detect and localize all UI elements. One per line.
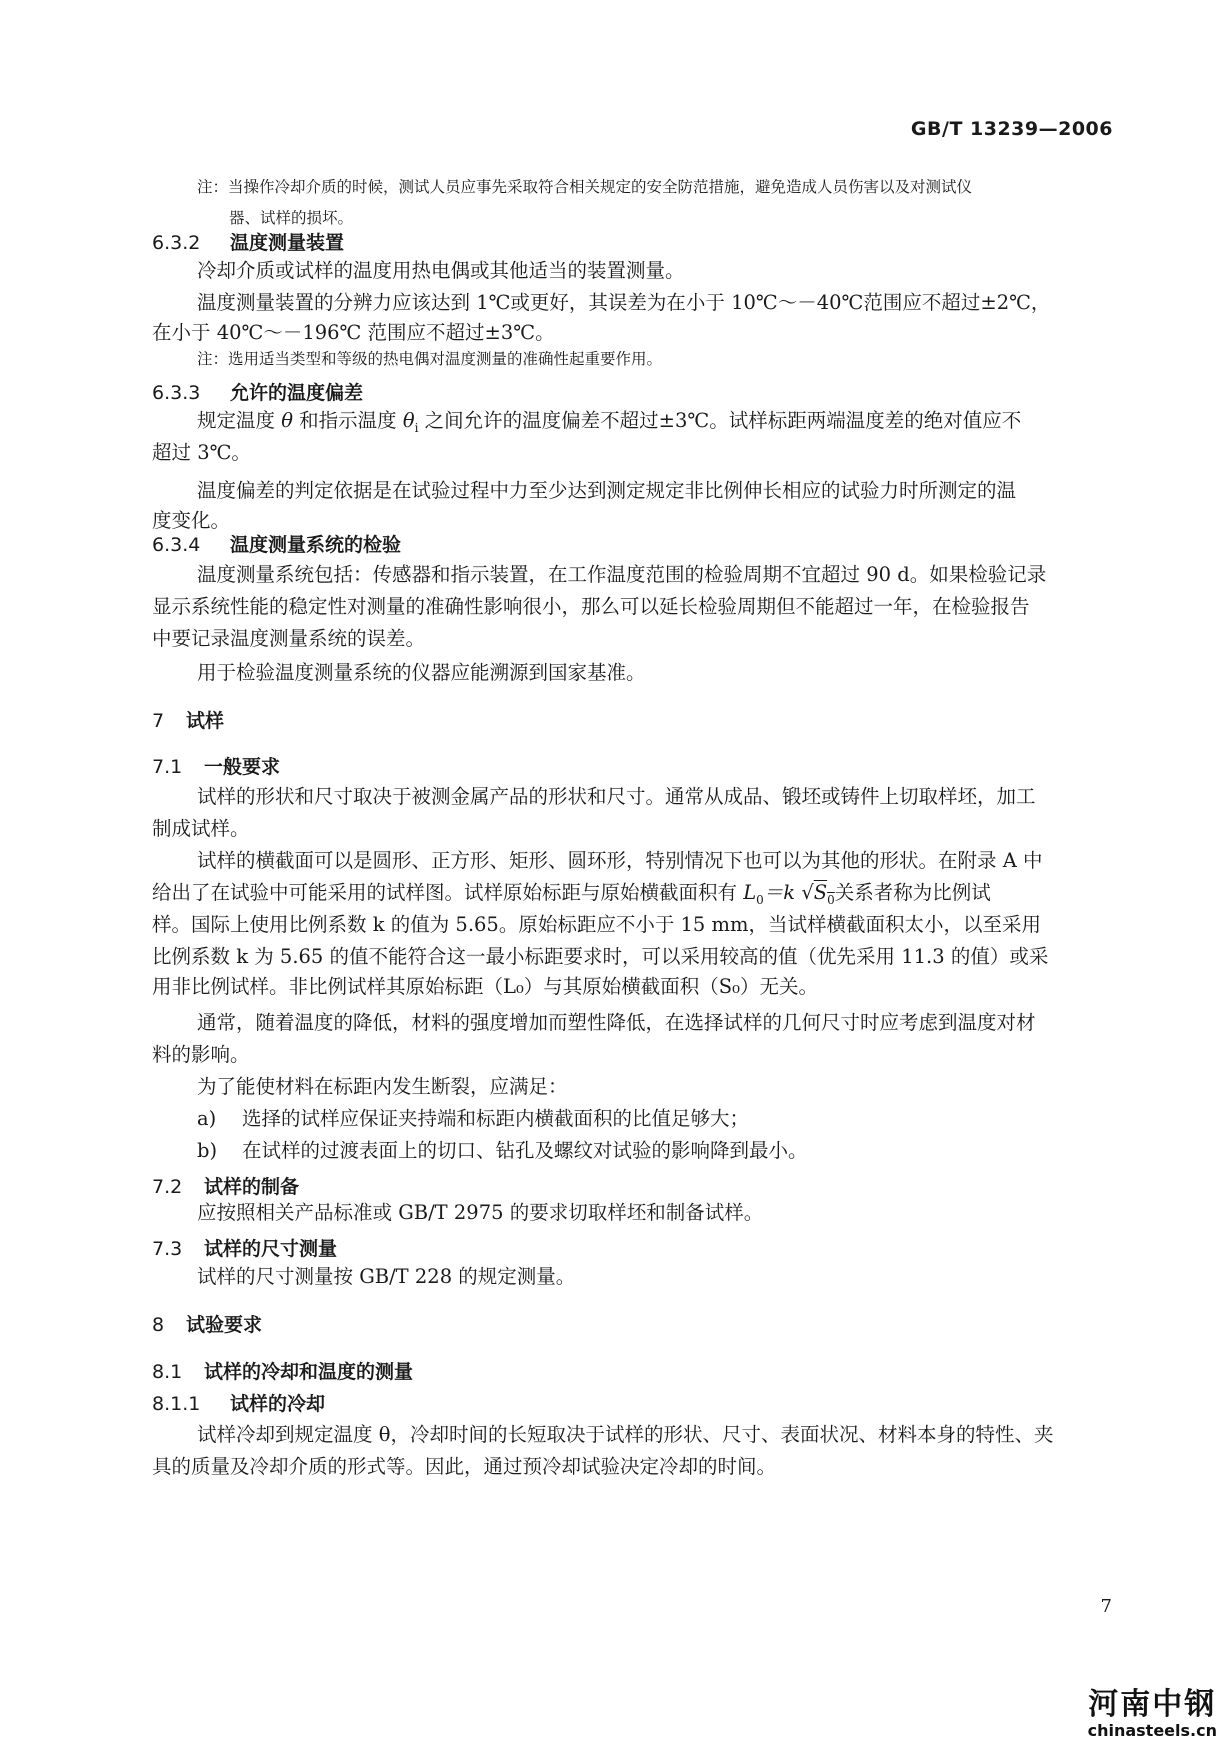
section-number: 8.1 <box>152 1361 183 1383</box>
section-title: 试样 <box>186 710 225 732</box>
section-number: 6.3.2 <box>152 232 201 254</box>
section-number: 6.3.3 <box>152 382 201 404</box>
paragraph: 应按照相关产品标准或 GB/T 2975 的要求切取样坯和制备试样。 <box>197 1201 764 1224</box>
paragraph-continuation: 显示系统性能的稳定性对测量的准确性影响很小，那么可以延长检验周期但不能超过一年，在检验报告 <box>152 595 1030 618</box>
section-number: 7.1 <box>152 756 183 778</box>
section-title: 试样的冷却 <box>230 1393 326 1415</box>
thermocouple-note: 注：选用适当类型和等级的热电偶对温度测量的准确性起重要作用。 <box>197 350 663 368</box>
theta-i-symbol: θ <box>402 409 415 432</box>
section-title: 温度测量系统的检验 <box>230 534 402 556</box>
section-number: 8 <box>152 1314 165 1336</box>
paragraph: 试样的形状和尺寸取决于被测金属产品的形状和尺寸。通常从成品、锻坯或铸件上切取样坯，加工 <box>197 785 1036 808</box>
list-marker: a) <box>197 1107 217 1130</box>
paragraph: 冷却介质或试样的温度用热电偶或其他适当的装置测量。 <box>197 259 685 282</box>
section-heading-8-1 <box>152 1357 413 1384</box>
list-text: 选择的试样应保证夹持端和标距内横截面积的比值足够大； <box>242 1107 750 1130</box>
text-run: 之间允许的温度偏差不超过±3℃。试样标距两端温度差的绝对值应不 <box>418 409 1022 432</box>
section-title: 允许的温度偏差 <box>230 382 364 404</box>
text-run: 给出了在试验中可能采用的试样图。试样原始标距与原始横截面积有 <box>152 881 744 904</box>
paragraph-continuation: 制成试样。 <box>152 817 250 840</box>
section-heading-8 <box>152 1310 262 1337</box>
section-heading-7-1 <box>152 752 280 779</box>
theta-symbol: θ <box>281 409 293 432</box>
paragraph-continuation: 料的影响。 <box>152 1043 250 1066</box>
paragraph: 温度偏差的判定依据是在试验过程中力至少达到测定规定非比例伸长相应的试验力时所测定的温 <box>197 479 1017 502</box>
S0-symbol: S <box>813 881 828 904</box>
text-run: 关系者称为比例试 <box>834 881 991 904</box>
paragraph-continuation: 用非比例试样。非比例试样其原始标距（L₀）与其原始横截面积（S₀）无关。 <box>152 975 818 998</box>
safety-note <box>197 172 1117 234</box>
text-run: 和指示温度 <box>292 409 403 432</box>
subscript: i <box>414 420 419 435</box>
paragraph-continuation: 比例系数 k 为 5.65 的值不能符合这一最小标距要求时，可以采用较高的值（优先采用 11.3 的值）或采 <box>152 945 1049 968</box>
paragraph-continuation: 样。国际上使用比例系数 k 的值为 5.65。原始标距应不小于 15 mm，当试样横截面积太小，以至采用 <box>152 913 1042 936</box>
equals-k: ＝k <box>763 881 802 904</box>
sqrt-radicand <box>813 881 835 907</box>
section-title: 试样的制备 <box>204 1176 300 1198</box>
paragraph: 通常，随着温度的降低，材料的强度增加而塑性降低，在选择试样的几何尺寸时应考虑到温度对材 <box>197 1011 1036 1034</box>
text-run: 规定温度 <box>197 409 282 432</box>
section-heading-7 <box>152 706 224 733</box>
paragraph-continuation: 度变化。 <box>152 509 231 532</box>
paragraph: 为了能使材料在标距内发生断裂，应满足： <box>197 1075 568 1098</box>
section-number: 7.2 <box>152 1176 183 1198</box>
section-title: 温度测量装置 <box>230 232 345 254</box>
paragraph-continuation: 在小于 40℃～－196℃ 范围应不超过±3℃。 <box>152 321 555 344</box>
list-marker: b) <box>197 1139 218 1162</box>
subscript: 0 <box>756 892 764 907</box>
section-number: 6.3.4 <box>152 534 201 556</box>
paragraph: 试样的横截面可以是圆形、正方形、矩形、圆环形，特别情况下也可以为其他的形状。在附录 A 中 <box>197 849 1043 872</box>
page-number: 7 <box>1100 1596 1112 1617</box>
section-number: 7 <box>152 710 165 732</box>
subscript: 0 <box>827 892 835 907</box>
section-title: 试验要求 <box>186 1314 263 1336</box>
paragraph: 试样冷却到规定温度 θ，冷却时间的长短取决于试样的形状、尺寸、表面状况、材料本身的特性、夹 <box>197 1423 1054 1446</box>
paragraph-continuation: 超过 3℃。 <box>152 441 251 464</box>
list-item-b <box>197 1132 808 1170</box>
paragraph-continuation: 具的质量及冷却介质的形式等。因此，通过预冷却试验决定冷却的时间。 <box>152 1455 777 1478</box>
watermark-chinese: 河南中钢 <box>1088 1687 1217 1722</box>
paragraph-continuation: 中要记录温度测量系统的误差。 <box>152 627 426 650</box>
section-number: 7.3 <box>152 1238 183 1260</box>
note-line-1: 当操作冷却介质的时候，测试人员应事先采取符合相关规定的安全防范措施，避免造成人员伤害以及对测试仪 <box>228 178 973 196</box>
note-line-2: 器、试样的损坏。 <box>229 209 354 227</box>
section-title: 一般要求 <box>204 756 281 778</box>
paragraph: 用于检验温度测量系统的仪器应能溯源到国家基准。 <box>197 661 646 684</box>
text-line: 温度测量装置的分辨力应该达到 1℃或更好，其误差为在小于 10℃～－40℃范围应不超过±2℃， <box>197 291 1051 314</box>
site-watermark <box>1088 1688 1217 1740</box>
section-title: 试样的尺寸测量 <box>204 1238 338 1260</box>
paragraph: 温度测量系统包括：传感器和指示装置，在工作温度范围的检验周期不宜超过 90 d。如果检验记录 <box>197 563 1047 586</box>
section-heading-6-3-3 <box>152 378 363 405</box>
section-heading-8-1-1 <box>152 1389 325 1416</box>
section-heading-6-3-2 <box>152 228 344 255</box>
L0-symbol: L <box>743 881 757 904</box>
list-text: 在试样的过渡表面上的切口、钻孔及螺纹对试验的影响降到最小。 <box>242 1139 808 1162</box>
section-heading-6-3-4 <box>152 530 401 557</box>
section-number: 8.1.1 <box>152 1393 201 1415</box>
section-title: 试样的冷却和温度的测量 <box>204 1361 414 1383</box>
section-heading-7-3 <box>152 1234 337 1261</box>
watermark-url: chinasteels.cn <box>1087 1721 1217 1740</box>
note-label: 注： <box>197 178 229 196</box>
standard-code: GB/T 13239—2006 <box>910 118 1113 140</box>
paragraph: 试样的尺寸测量按 GB/T 228 的规定测量。 <box>197 1265 576 1288</box>
sqrt-symbol: √ <box>801 881 814 904</box>
